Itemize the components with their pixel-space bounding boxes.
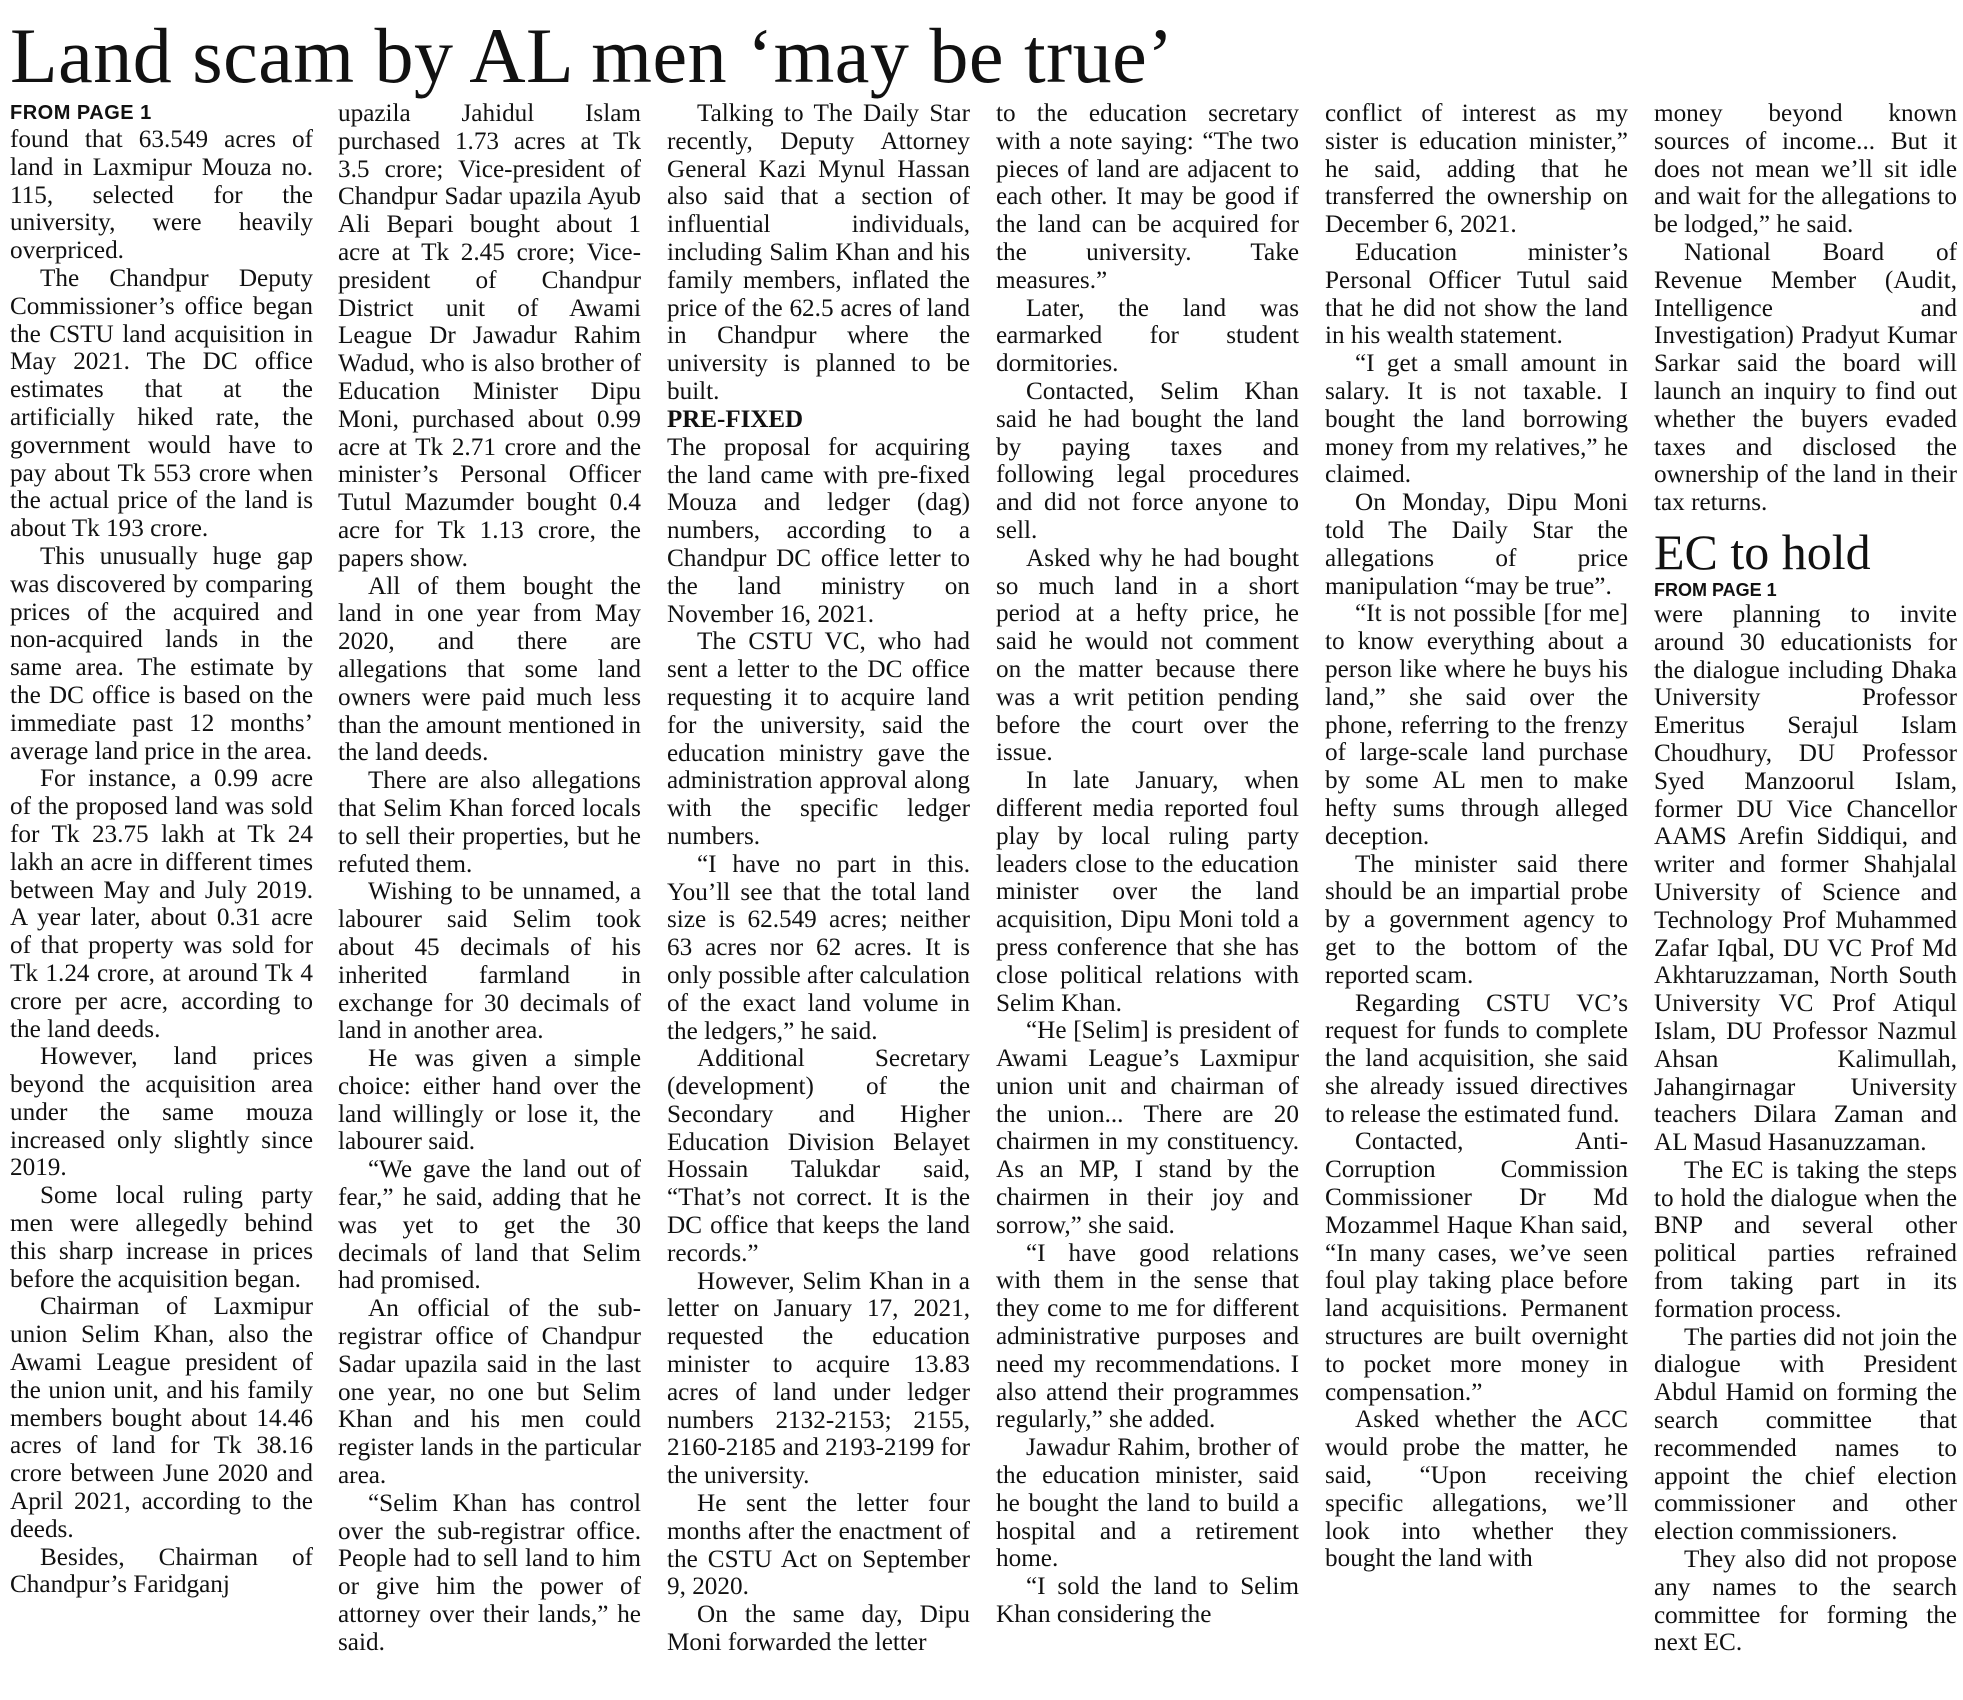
paragraph: The minister said there should be an impartial probe by a government agency to get to the bottom of the reported scam. — [1325, 850, 1628, 989]
paragraph: “I have good relations with them in the sense that they come to me for different administrative purposes and need my recommendations. I also attend their programmes regularly,” she added. — [996, 1239, 1299, 1434]
paragraph: found that 63.549 acres of land in Laxmipur Mouza no. 115, selected for the university, were heavily overpriced. — [10, 126, 313, 265]
paragraph: Besides, Chairman of Chandpur’s Faridganj — [10, 1543, 313, 1599]
subheading: PRE-FIXED — [667, 405, 804, 433]
paragraph: There are also allegations that Selim Khan forced locals to sell their properties, but he refuted them. — [338, 767, 641, 878]
paragraph: Asked why he had bought so much land in a short period at a hefty price, he said he would not comment on the matter because there was a writ petition pending before the court over the issue. — [996, 544, 1299, 767]
paragraph: The CSTU VC, who had sent a letter to the DC office requesting it to acquire land for the university, said the education ministry gave the administration approval along with the specific ledger numbers. — [667, 628, 970, 850]
paragraph: He sent the letter four months after the enactment of the CSTU Act on September 9, 2020. — [667, 1490, 970, 1601]
article-column-1 — [10, 100, 313, 1692]
article-column-5 — [1325, 100, 1628, 1692]
paragraph: National Board of Revenue Member (Audit, Intelligence and Investigation) Pradyut Kumar Sarkar said the board will launch an inquiry to find out whether the buyers evaded taxes and disclosed the ownership of the land in their tax returns. — [1654, 238, 1957, 517]
paragraph: Contacted, Selim Khan said he had bought the land by paying taxes and following legal procedures and did not force anyone to sell. — [996, 377, 1299, 544]
paragraph: An official of the sub-registrar office of Chandpur Sadar upazila said in the last one year, no one but Selim Khan and his men could register lands in the particular area. — [338, 1295, 641, 1490]
article-column-4 — [996, 100, 1299, 1692]
paragraph: This unusually huge gap was discovered by comparing prices of the acquired and non-acquired lands in the same area. The estimate by the DC office is based on the immediate past 12 months’ average land price in the area. — [10, 542, 313, 765]
paragraph: upazila Jahidul Islam purchased 1.73 acres at Tk 3.5 crore; Vice-president of Chandpur Sadar upazila Ayub Ali Bepari bought about 1 acre at Tk 2.45 crore; Vice-president of Chandpur District unit of Awami League Dr Jawadur Rahim Wadud, who is also brother of Education Minister Dipu Moni, purchased about 0.99 acre at Tk 2.71 crore and the minister’s Personal Officer Tutul Mazumder bought 0.4 acre for Tk 1.13 crore, the papers show. — [338, 100, 641, 572]
paragraph: “It is not possible [for me] to know everything about a person like where he buys his land,” she said over the phone, referring to the frenzy of large-scale land purchase by some AL men to make hefty sums through alleged deception. — [1325, 600, 1628, 850]
paragraph: On Monday, Dipu Moni told The Daily Star the allegations of price manipulation “may be true”. — [1325, 489, 1628, 600]
article-headline: Land scam by AL men ‘may be true’ — [10, 12, 1174, 99]
paragraph: Talking to The Daily Star recently, Deputy Attorney General Kazi Mynul Hassan also said that a section of influential individuals, including Salim Khan and his family members, inflated the price of the 62.5 acres of land in Chandpur where the university is planned to be built. — [667, 100, 970, 405]
paragraph: Some local ruling party men were allegedly behind this sharp increase in prices before the acquisition began. — [10, 1182, 313, 1293]
paragraph: conflict of interest as my sister is education minister,” he said, adding that he transferred the ownership on December 6, 2021. — [1325, 100, 1628, 239]
paragraph: However, land prices beyond the acquisition area under the same mouza increased only slightly since 2019. — [10, 1043, 313, 1182]
paragraph: Regarding CSTU VC’s request for funds to complete the land acquisition, she said she already issued directives to release the estimated fund. — [1325, 989, 1628, 1128]
paragraph: Contacted, Anti-Corruption Commission Commissioner Dr Md Mozammel Haque Khan said, “In many cases, we’ve seen foul play taking place before land acquisitions. Permanent structures are built overnight to pocket more money in compensation.” — [1325, 1128, 1628, 1406]
paragraph: were planning to invite around 30 educationists for the dialogue including Dhaka University Professor Emeritus Serajul Islam Choudhury, DU Professor Syed Manzoorul Islam, former DU Vice Chancellor AAMS Arefin Siddiqui, and writer and former Shahjalal University of Science and Technology Prof Muhammed Zafar Iqbal, DU VC Prof Md Akhtaruzzaman, North South University VC Prof Atiqul Islam, DU Professor Nazmul Ahsan Kalimullah, Jahangirnagar University teachers Dilara Zaman and AL Masud Hasanuzzaman. — [1654, 600, 1957, 1157]
paragraph: All of them bought the land in one year from May 2020, and there are allegations that some land owners were paid much less than the amount mentioned in the land deeds. — [338, 572, 641, 767]
paragraph: “Selim Khan has control over the sub-registrar office. People had to sell land to him or give him the power of attorney over their lands,” he said. — [338, 1489, 641, 1656]
paragraph: Wishing to be unnamed, a labourer said Selim took about 45 decimals of his inherited farmland in exchange for 30 decimals of land in another area. — [338, 878, 641, 1045]
paragraph: Chairman of Laxmipur union Selim Khan, also the Awami League president of the union unit, and his family members bought about 14.46 acres of land for Tk 38.16 crore between June 2020 and April 2021, according to the deeds. — [10, 1293, 313, 1543]
paragraph: The proposal for acquiring the land came with pre-fixed Mouza and ledger (dag) numbers, according to a Chandpur DC office letter to the land ministry on November 16, 2021. — [667, 433, 970, 628]
paragraph: money beyond known sources of income... But it does not mean we’ll sit idle and wait for the allegations to be lodged,” he said. — [1654, 100, 1957, 239]
paragraph: Later, the land was earmarked for student dormitories. — [996, 294, 1299, 378]
paragraph: On the same day, Dipu Moni forwarded the letter — [667, 1601, 970, 1657]
article-column-6 — [1654, 100, 1957, 1692]
article-column-2 — [338, 100, 641, 1692]
paragraph: For instance, a 0.99 acre of the proposed land was sold for Tk 23.75 lakh at Tk 24 lakh an acre in different times between May and July 2019. A year later, about 0.31 acre of that property was sold for Tk 1.24 crore, at around Tk 4 crore per acre, according to the land deeds. — [10, 765, 313, 1043]
jump-label: FROM PAGE 1 — [10, 102, 152, 124]
ec-jump-label: FROM PAGE 1 — [1654, 579, 1777, 600]
paragraph: “I get a small amount in salary. It is not taxable. I bought the land borrowing money from my relatives,” he claimed. — [1325, 350, 1628, 489]
paragraph: Additional Secretary (development) of the Secondary and Higher Education Division Belayet Hossain Talukdar said, “That’s not correct. It is the DC office that keeps the land records.” — [667, 1045, 970, 1267]
paragraph: “He [Selim] is president of Awami League’s Laxmipur union unit and chairman of the union... There are 20 chairmen in my constituency. As an MP, I stand by the chairmen in their joy and sorrow,” she said. — [996, 1017, 1299, 1239]
paragraph: Asked whether the ACC would probe the matter, he said, “Upon receiving specific allegations, we’ll look into whether they bought the land with — [1325, 1406, 1628, 1573]
ec-story-headline: EC to hold — [1654, 523, 1871, 580]
paragraph: The Chandpur Deputy Commissioner’s office began the CSTU land acquisition in May 2021. The DC office estimates that at the artificially hiked rate, the government would have to pay about Tk 553 crore when the actual price of the land is about Tk 193 crore. — [10, 264, 313, 543]
paragraph: to the education secretary with a note saying: “The two pieces of land are adjacent to each other. It may be good if the land can be acquired for the university. Take measures.” — [996, 100, 1299, 294]
article-column-3 — [667, 100, 970, 1692]
paragraph: Jawadur Rahim, brother of the education minister, said he bought the land to build a hospital and a retirement home. — [996, 1434, 1299, 1573]
paragraph: They also did not propose any names to the search committee for forming the next EC. — [1654, 1546, 1957, 1657]
paragraph: Education minister’s Personal Officer Tutul said that he did not show the land in his wealth statement. — [1325, 238, 1628, 350]
paragraph: “We gave the land out of fear,” he said, adding that he was yet to get the 30 decimals of land that Selim had promised. — [338, 1156, 641, 1295]
paragraph: He was given a simple choice: either hand over the land willingly or lose it, the labourer said. — [338, 1045, 641, 1156]
paragraph: However, Selim Khan in a letter on January 17, 2021, requested the education minister to acquire 13.83 acres of land under ledger numbers 2132-2153; 2155, 2160-2185 and 2193-2199 for the university. — [667, 1267, 970, 1490]
paragraph: The parties did not join the dialogue with President Abdul Hamid on forming the search committee that recommended names to appoint the chief election commissioner and other election commissioners. — [1654, 1323, 1957, 1546]
paragraph: “I have no part in this. You’ll see that the total land size is 62.549 acres; neither 63 acres nor 62 acres. It is only possible after calculation of the exact land volume in the ledgers,” he said. — [667, 850, 970, 1045]
paragraph: The EC is taking the steps to hold the dialogue when the BNP and several other political parties refrained from taking part in its formation process. — [1654, 1156, 1957, 1323]
paragraph: In late January, when different media reported foul play by local ruling party leaders close to the education minister over the land acquisition, Dipu Moni told a press conference that she has close political relations with Selim Khan. — [996, 767, 1299, 1017]
paragraph: “I sold the land to Selim Khan considering the — [996, 1573, 1299, 1629]
